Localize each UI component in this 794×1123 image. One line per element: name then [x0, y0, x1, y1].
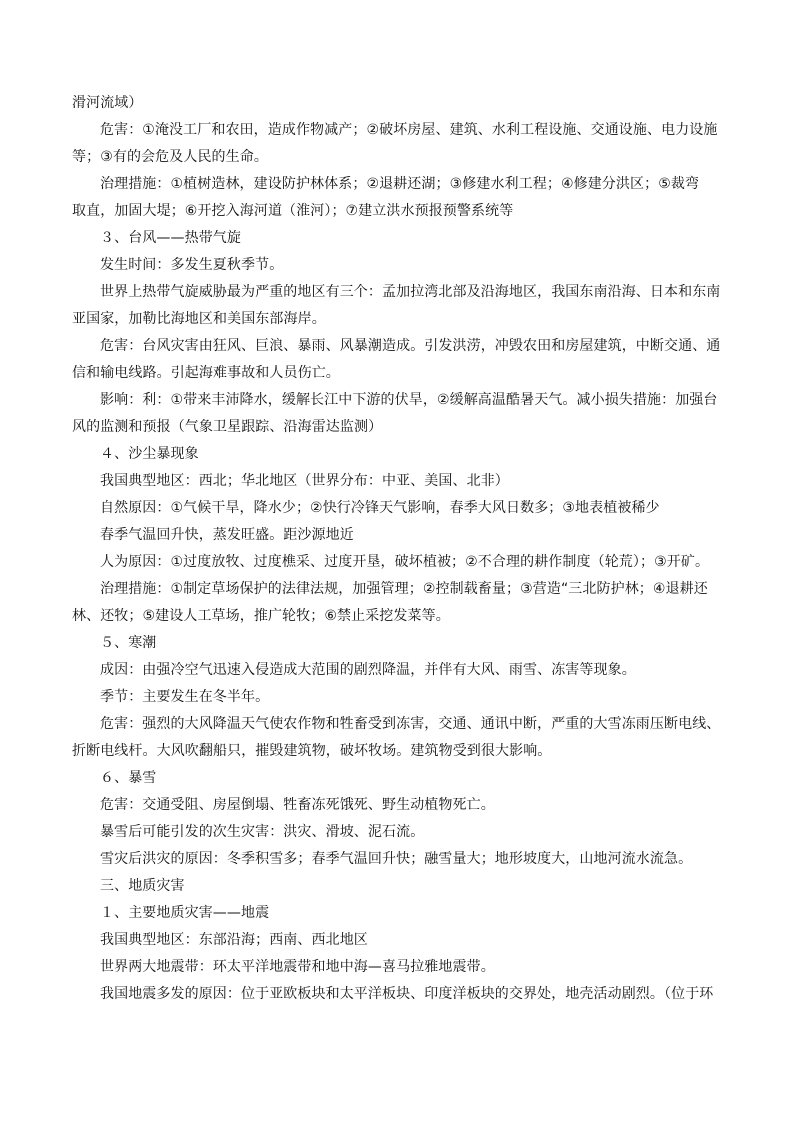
- text-line: 自然原因：①气候干旱，降水少；②快行冷锋天气影响，春季大风日数多；③地表植被稀少: [100, 500, 660, 516]
- text-line: 发生时间：多发生夏秋季节。: [100, 257, 284, 273]
- text-line: ６、暴雪: [100, 770, 157, 786]
- text-line: 雪灾后洪灾的原因：冬季积雪多；春季气温回升快；融雪量大；地形坡度大，山地河流水流急。: [100, 851, 693, 867]
- text-line: 世界上热带气旋威胁最为严重的地区有三个：孟加拉湾北部及沿海地区，我国东南沿海、日本和东南: [100, 284, 721, 300]
- text-line: 治理措施：①制定草场保护的法律法规，加强管理；②控制载畜量；③营造“三北防护林；④退耕还: [100, 581, 708, 597]
- text-line: 春季气温回升快，蒸发旺盛。距沙源地近: [100, 527, 354, 543]
- text-line: 等；③有的会危及人民的生命。: [72, 149, 268, 165]
- text-line: 人为原因：①过度放牧、过度樵采、过度开垦，破坏植被；②不合理的耕作制度（轮荒）；③开矿。: [100, 554, 710, 570]
- text-line: 世界两大地震带：环太平洋地震带和地中海—喜马拉雅地震带。: [100, 959, 495, 975]
- text-line: ３、台风——热带气旋: [100, 230, 241, 246]
- text-line: 危害：交通受阻、房屋倒塌、牲畜冻死饿死、野生动植物死亡。: [100, 797, 495, 813]
- text-line: 滑河流域）: [72, 95, 143, 111]
- text-line: 危害：①淹没工厂和农田，造成作物减产；②破坏房屋、建筑、水利工程设施、交通设施、电力设施: [100, 122, 718, 138]
- text-line: 三、地质灾害: [100, 878, 185, 894]
- document-page: [72, 90, 724, 1008]
- text-line: 暴雪后可能引发的次生灾害：洪灾、滑坡、泥石流。: [100, 824, 425, 840]
- text-line: 危害：强烈的大风降温天气使农作物和牲畜受到冻害，交通、通讯中断，严重的大雪冻雨压断电线、: [100, 716, 721, 732]
- text-line: 我国典型地区：西北；华北地区（世界分布：中亚、美国、北非）: [100, 473, 509, 489]
- text-line: 取直，加固大堤；⑥开挖入海河道（淮河）；⑦建立洪水预报预警系统等: [72, 203, 514, 219]
- text-line: 折断电线杆。大风吹翻船只，摧毁建筑物，破坏牧场。建筑物受到很大影响。: [72, 743, 552, 759]
- text-line: 危害：台风灾害由狂风、巨浪、暴雨、风暴潮造成。引发洪涝，冲毁农田和房屋建筑，中断交通、通: [100, 338, 721, 354]
- text-line: ５、寒潮: [100, 635, 157, 651]
- text-line: ４、沙尘暴现象: [100, 446, 199, 462]
- text-line: 影响：利：①带来丰沛降水，缓解长江中下游的伏旱，②缓解高温酷暑天气。减小损失措施：加强台: [100, 392, 718, 408]
- text-line: 亚国家，加勒比海地区和美国东部海岸。: [72, 311, 326, 327]
- text-line: 我国地震多发的原因：位于亚欧板块和太平洋板块、印度洋板块的交界处，地壳活动剧烈。（位于环: [100, 986, 714, 1002]
- text-line: 我国典型地区：东部沿海；西南、西北地区: [100, 932, 368, 948]
- text-line: 林、还牧；⑤建设人工草场，推广轮牧；⑥禁止采挖发菜等。: [72, 608, 450, 624]
- text-line: 风的监测和预报（气象卫星跟踪、沿海雷达监测）: [72, 419, 383, 435]
- text-line: １、主要地质灾害——地震: [100, 905, 270, 921]
- text-line: 信和输电线路。引起海难事故和人员伤亡。: [72, 365, 340, 381]
- text-line: 季节：主要发生在冬半年。: [100, 689, 270, 705]
- text-line: 治理措施：①植树造林，建设防护林体系；②退耕还湖；③修建水利工程；④修建分洪区；⑤裁弯: [100, 176, 700, 192]
- text-line: 成因：由强冷空气迅速入侵造成大范围的剧烈降温，并伴有大风、雨雪、冻害等现象。: [100, 662, 636, 678]
